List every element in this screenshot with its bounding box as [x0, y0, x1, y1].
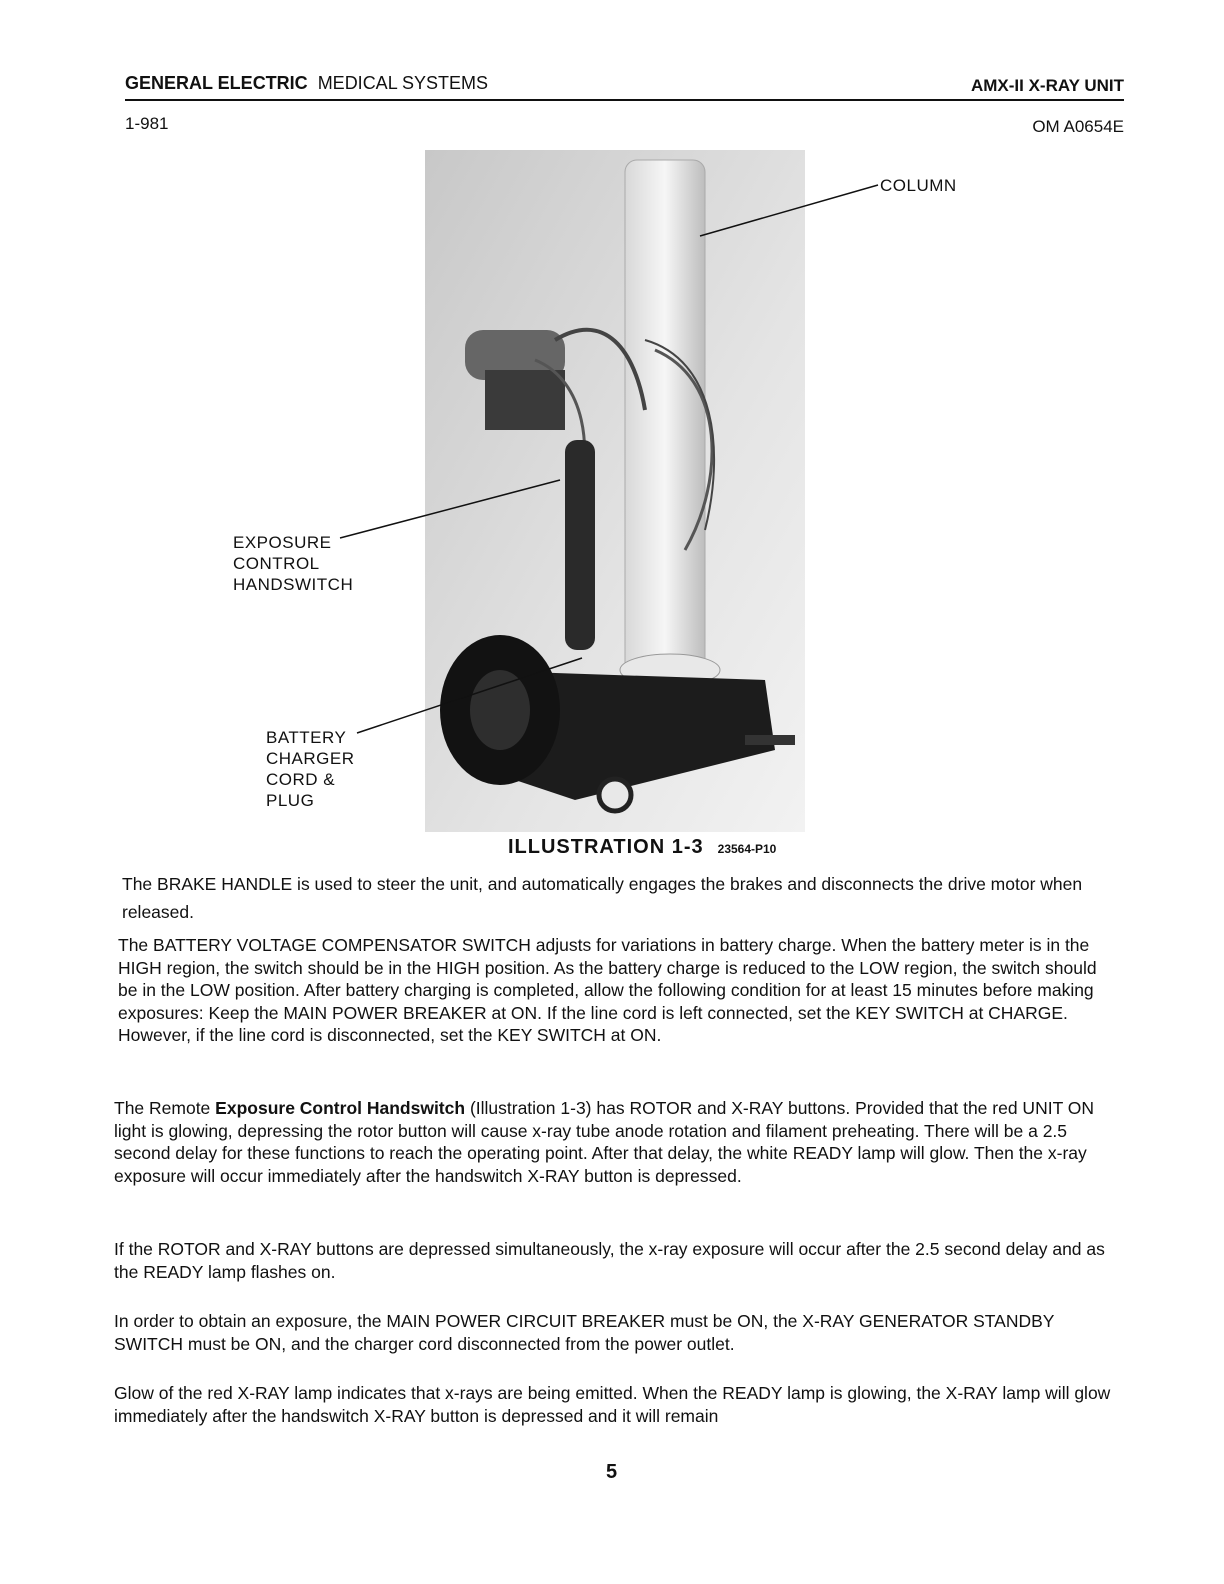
- callout-charger-line: CORD &: [266, 770, 336, 789]
- callout-charger-line: CHARGER: [266, 749, 355, 768]
- handswitch-leader: [340, 480, 560, 538]
- doc-date: 1-981: [125, 114, 169, 133]
- product-name: AMX-II X-RAY UNIT: [970, 76, 1124, 95]
- paragraph-battery-compensator: The BATTERY VOLTAGE COMPENSATOR SWITCH adjusts for variations in battery charge. When the battery meter is in the HIGH region, the switch should be in the HIGH position. As the battery charge is reduced to the LOW region, the switch should be in the LOW position. After battery charging is completed, allow the following condition for at least 15 minutes before making exposures: Keep the MAIN POWER BREAKER at ON. If the line cord is left connected, set the KEY SWITCH at CHARGE. However, if the line cord is disconnected, set the KEY SWITCH at ON.: [118, 935, 1097, 1045]
- division-name: MEDICAL SYSTEMS: [317, 73, 489, 93]
- paragraph-handswitch: [114, 1097, 1114, 1187]
- callout-charger-line: BATTERY: [266, 728, 347, 747]
- paragraph-xray-lamp: Glow of the red X-RAY lamp indicates that x-rays are being emitted. When the READY lamp is glowing, the X-RAY lamp will glow immediately after the handswitch X-RAY button is depressed and it will remain: [114, 1383, 1111, 1426]
- page-number: 5: [606, 1461, 618, 1483]
- figure-caption: [508, 836, 776, 859]
- charger-leader: [357, 658, 582, 733]
- callout-handswitch: [233, 532, 353, 595]
- doc-number: OM A0654E: [1032, 117, 1124, 136]
- caption-title: ILLUSTRATION 1-3: [508, 836, 704, 858]
- callout-charger: [266, 727, 355, 811]
- paragraph-exposure-requirements: In order to obtain an exposure, the MAIN POWER CIRCUIT BREAKER must be ON, the X-RAY GENERATOR STANDBY SWITCH must be ON, and the charger cord disconnected from the power outlet.: [114, 1311, 1055, 1354]
- handswitch-body: (Illustration 1-3) has ROTOR and X-RAY buttons. Provided that the red UNIT ON light is glowing, depressing the rotor button will cause x-ray tube anode rotation and filament preheating. There will be a 2.5 second delay for these functions to reach the operating point. After that delay, the white READY lamp will glow. Then the x-ray exposure will occur immediately after the handswitch X-RAY button is depressed.: [114, 1098, 1095, 1186]
- paragraph-brake-handle: The BRAKE HANDLE is used to steer the unit, and automatically engages the brakes and disconnects the drive motor when released.: [122, 874, 1083, 922]
- brand-name: GENERAL ELECTRIC: [125, 73, 308, 93]
- handswitch-term: Exposure Control Handswitch: [215, 1098, 466, 1118]
- callout-handswitch-line: HANDSWITCH: [233, 575, 354, 594]
- paragraph-simultaneous: If the ROTOR and X-RAY buttons are depressed simultaneously, the x-ray exposure will occur after the 2.5 second delay and as the READY lamp flashes on.: [114, 1239, 1105, 1282]
- callout-charger-line: PLUG: [266, 791, 315, 810]
- column-leader: [700, 185, 878, 236]
- callout-handswitch-line: EXPOSURE: [233, 533, 332, 552]
- handswitch-intro: The Remote: [114, 1098, 211, 1118]
- callout-column: COLUMN: [880, 176, 957, 195]
- callout-handswitch-line: CONTROL: [233, 554, 320, 573]
- caption-code: 23564-P10: [717, 842, 777, 856]
